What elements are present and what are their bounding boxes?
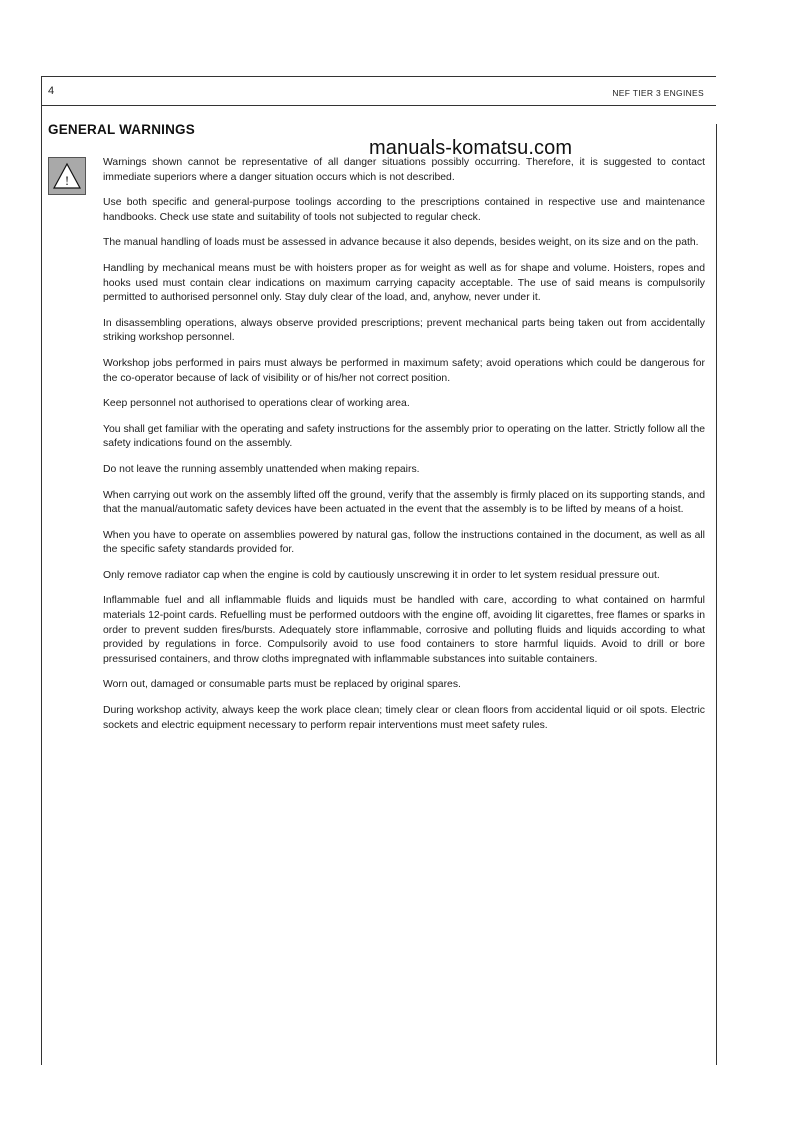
page-number: 4 xyxy=(48,85,55,97)
warning-exclamation-glyph: ! xyxy=(64,173,70,188)
warning-paragraph: Inflammable fuel and all inflammable fluids and liquids must be handled with care, according to what contained on harmful materials 12-point cards. Refuelling must be performed outdoors with the engine off, avoiding lit cigarettes, free flames or sparks in order to prevent sudden fires/bursts. Adequately store inflammable, corrosive and polluting fluids and liquids according to what provided by regulations in force. Compulsorily avoid to use food containers to store harmful liquids. Avoid to drill or bore pressurised containers, and throw cloths impregnated with inflammable substances into suitable containers. xyxy=(103,595,705,665)
warnings-body xyxy=(103,156,705,744)
warning-paragraph: The manual handling of loads must be assessed in advance because it also depends, besides weight, on its size and on the path. xyxy=(103,237,699,249)
warning-paragraph: Use both specific and general-purpose toolings according to the prescriptions contained in respective use and maintenance handbooks. Check use state and suitability of tools not subjected to regular check. xyxy=(103,197,705,223)
warning-paragraph: Worn out, damaged or consumable parts must be replaced by original spares. xyxy=(103,679,461,691)
warning-paragraph: When you have to operate on assemblies powered by natural gas, follow the instructions contained in the document, as well as all the specific safety standards provided for. xyxy=(103,529,705,556)
warning-paragraph: You shall get familiar with the operating and safety instructions for the assembly prior to operating on the latter. Strictly follow all the safety indications found on the assembly. xyxy=(103,423,705,450)
warning-paragraph: Only remove radiator cap when the engine is cold by cautiously unscrewing it in order to let system residual pressure out. xyxy=(103,569,660,581)
header-top-rule xyxy=(41,76,716,77)
header-bottom-rule xyxy=(41,105,716,106)
warning-paragraph: Workshop jobs performed in pairs must always be performed in maximum safety; avoid operations which could be dangerous for the co-operator because of lack of visibility or of his/her not correct position. xyxy=(103,357,705,384)
right-margin-rule xyxy=(716,124,717,1065)
left-margin-rule xyxy=(41,76,42,1065)
warning-paragraph: When carrying out work on the assembly lifted off the ground, verify that the assembly is firmly placed on its supporting stands, and that the manual/automatic safety devices have been actuated in the event that the assembly is to be lifted by means of a hoist. xyxy=(103,489,705,516)
section-title: GENERAL WARNINGS xyxy=(48,122,195,137)
watermark-text: manuals-komatsu.com xyxy=(369,137,573,159)
warning-triangle-icon xyxy=(48,157,86,195)
warning-triangle-graphic xyxy=(49,158,85,194)
warning-paragraph: During workshop activity, always keep the work place clean; timely clear or clean floors from accidental liquid or oil spots. Electric sockets and electric equipment necessary to perform repair interventions must meet safety rules. xyxy=(103,705,705,731)
warning-paragraph: Do not leave the running assembly unattended when making repairs. xyxy=(103,463,420,475)
warning-paragraph: In disassembling operations, always observe provided prescriptions; prevent mechanical parts being taken out from accidentally striking workshop personnel. xyxy=(103,317,705,344)
warning-paragraph: Warnings shown cannot be representative of all danger situations possibly occurring. Therefore, it is suggested to contact immediate superiors where a danger situation occurs which is not described. xyxy=(103,157,705,183)
running-title: NEF TIER 3 ENGINES xyxy=(612,88,704,98)
warning-paragraph: Keep personnel not authorised to operations clear of working area. xyxy=(103,398,410,410)
warning-paragraph: Handling by mechanical means must be with hoisters proper as for weight as well as for shape and volume. Hoisters, ropes and hooks used must contain clear indications on maximum carrying capacity acceptable. The use of said means is compulsorily permitted to authorised personnel only. Stay duly clear of the load, and, anyhow, never under it. xyxy=(103,262,705,304)
